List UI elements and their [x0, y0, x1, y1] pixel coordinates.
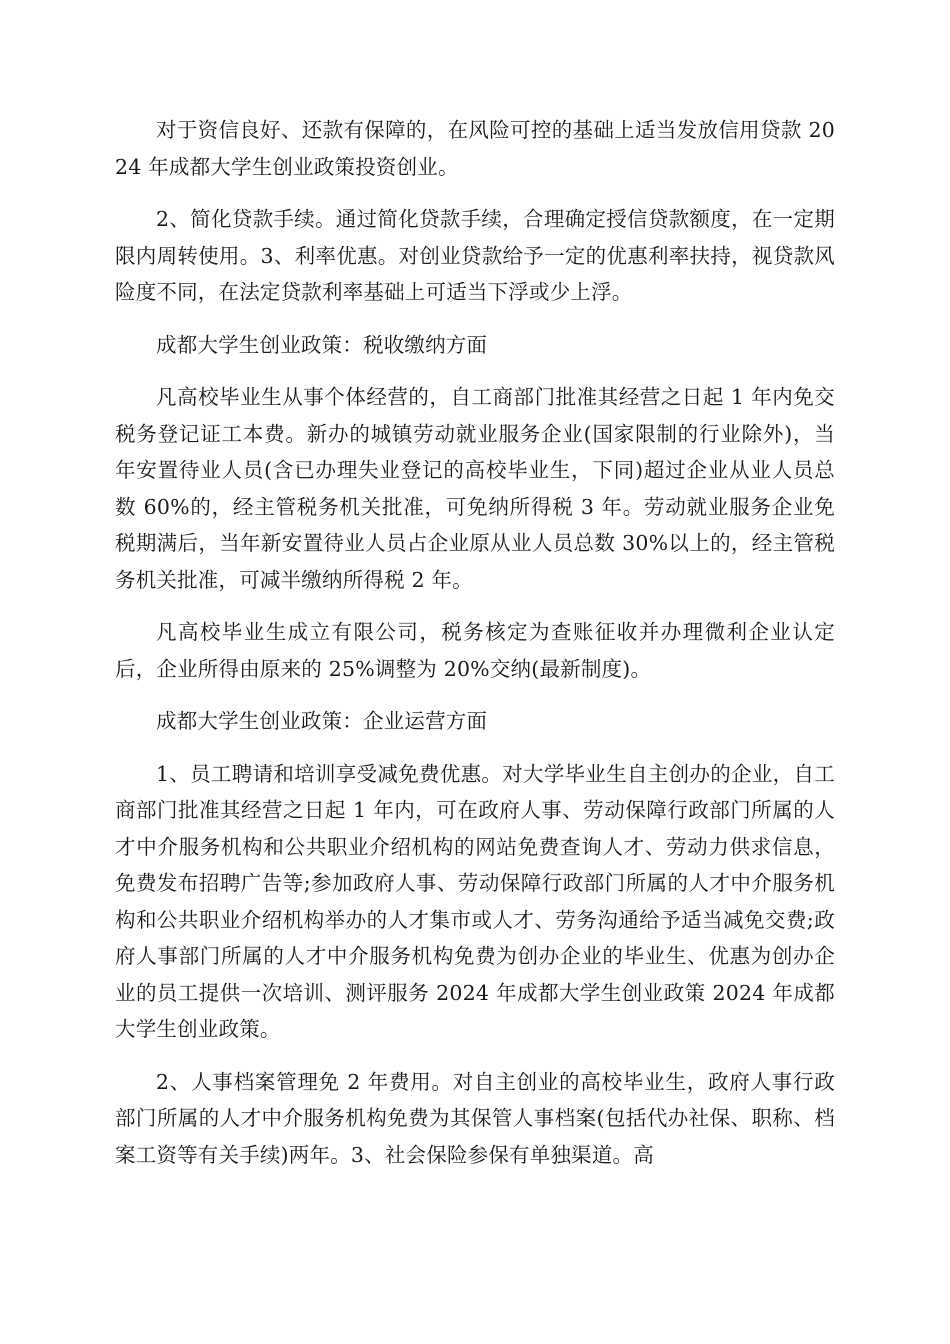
paragraph-loan-procedures: 2、简化贷款手续。通过简化贷款手续，合理确定授信贷款额度，在一定期限内周转使用。3、利率优惠。对创业贷款给予一定的优惠利率扶持，视贷款风险度不同，在法定贷款利率基础上可适当下浮或少上浮。	[115, 207, 835, 304]
section-heading-operations: 成都大学生创业政策：企业运营方面	[156, 709, 488, 733]
paragraph-recruitment-training: 1、员工聘请和培训享受减免费优惠。对大学毕业生自主创办的企业，自工商部门批准其经营之日起 1 年内，可在政府人事、劳动保障行政部门所属的人才中介服务机构和公共职业介绍机构的网站免费查询人才、劳动力供求信息，免费发布招聘广告等;参加政府人事、劳动保障行政部门所属的人才中介服务机构和公共职业介绍机构举办的人才集市或人才、劳务沟通给予适当减免交费;政府人事部门所属的人才中介服务机构免费为创办企业的毕业生、优惠为创办企业的员工提供一次培训、测评服务 2024 年成都大学生创业政策 2024 年成都大学生创业政策。	[115, 761, 835, 1041]
section-heading-tax: 成都大学生创业政策：税收缴纳方面	[156, 332, 488, 357]
paragraph-limited-company: 凡高校毕业生成立有限公司，税务核定为查账征收并办理微利企业认定后，企业所得由原来的 25%调整为 20%交纳(最新制度)。	[115, 620, 835, 681]
document-body	[115, 112, 835, 1189]
paragraph-personnel-files: 2、人事档案管理免 2 年费用。对自主创业的高校毕业生，政府人事行政部门所属的人才中介服务机构免费为其保管人事档案(包括代办社保、职称、档案工资等有关手续)两年。3、社会保险参保有单独渠道。高	[115, 1069, 835, 1167]
paragraph-tax-exemption: 凡高校毕业生从事个体经营的，自工商部门批准其经营之日起 1 年内免交税务登记证工本费。新办的城镇劳动就业服务企业(国家限制的行业除外)，当年安置待业人员(含已办理失业登记的高校毕业生，下同)超过企业从业人员总数 60%的，经主管税务机关批准，可免纳所得税 3 年。劳动就业服务企业免税期满后，当年新安置待业人员占企业原从业人员总数 30%以上的，经主管税务机关批准，可减半缴纳所得税 2 年。	[115, 385, 835, 592]
paragraph-credit-loan: 对于资信良好、还款有保障的，在风险可控的基础上适当发放信用贷款 2024 年成都大学生创业政策投资创业。	[115, 118, 835, 179]
